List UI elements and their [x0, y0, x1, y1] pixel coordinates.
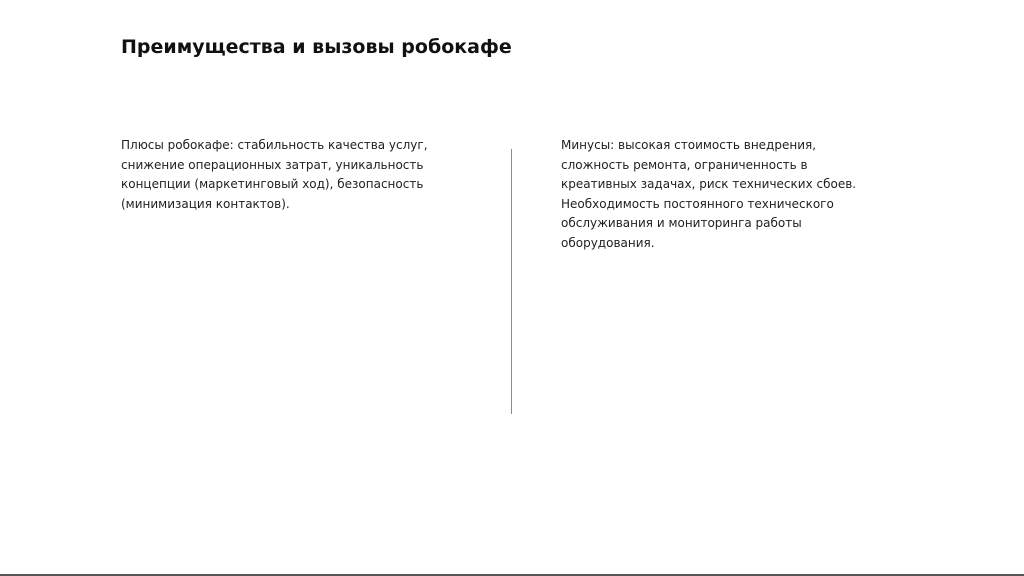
- cons-line: оборудования.: [561, 235, 655, 250]
- pros-line: снижение операционных затрат, уникальность: [121, 157, 424, 172]
- pros-line: (минимизация контактов).: [121, 196, 290, 211]
- cons-text: [561, 136, 891, 254]
- pros-text: [121, 136, 461, 214]
- column-divider: [511, 149, 512, 414]
- cons-line: сложность ремонта, ограниченность в: [561, 157, 808, 172]
- slide-title: Преимущества и вызовы робокафе: [121, 36, 512, 58]
- cons-line: Минусы: высокая стоимость внедрения,: [561, 138, 817, 152]
- cons-line: обслуживания и мониторинга работы: [561, 216, 802, 231]
- pros-line: концепции (маркетинговый ход), безопасность: [121, 177, 424, 192]
- cons-line: креативных задачах, риск технических сбоев.: [561, 177, 857, 192]
- pros-line: Плюсы робокафе: стабильность качества услуг,: [121, 138, 428, 152]
- cons-line: Необходимость постоянного технического: [561, 196, 834, 211]
